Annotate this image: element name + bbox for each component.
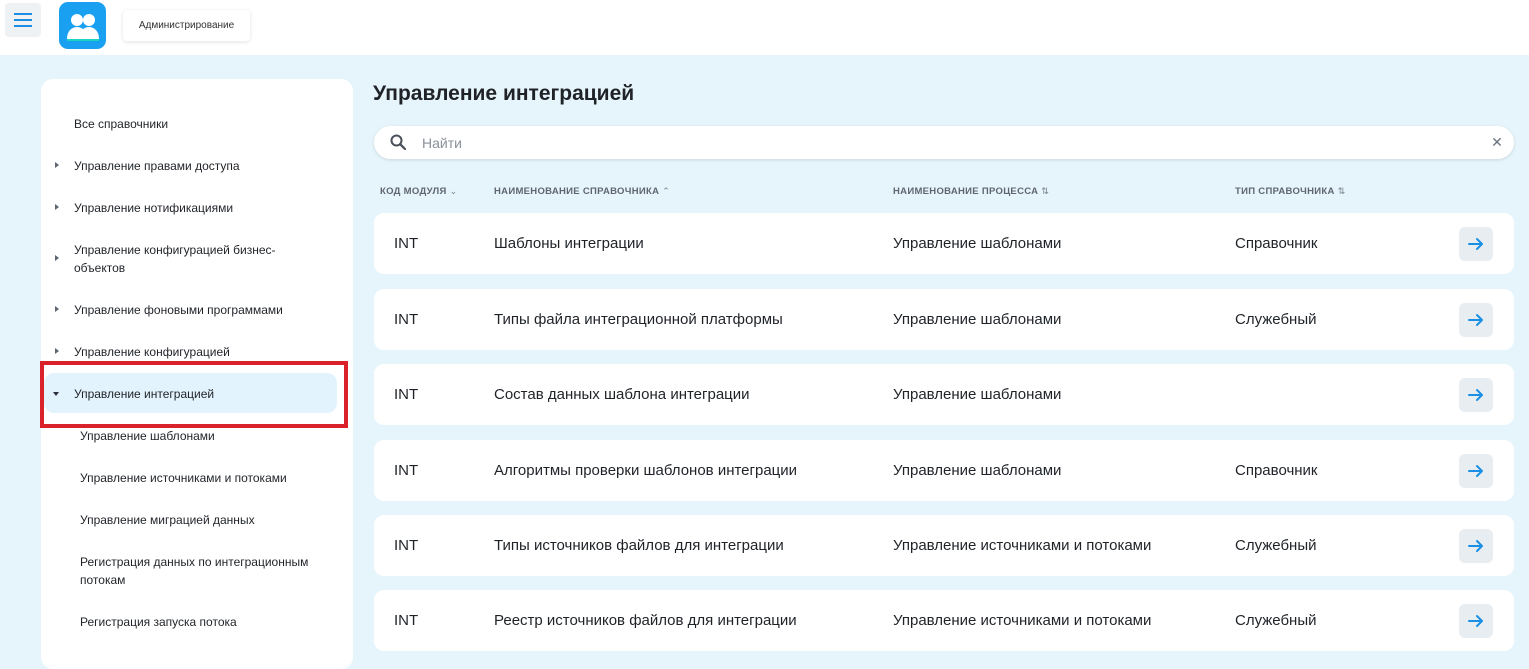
caret-right-icon [55,255,59,261]
sidebar-subitem-flow-run-registration[interactable]: Регистрация запуска потока [80,615,237,629]
page-title: Управление интеграцией [373,82,635,105]
caret-right-icon [55,306,59,312]
column-header-directory-name[interactable]: НАИМЕНОВАНИЕ СПРАВОЧНИКА ⌃ [494,186,671,197]
arrow-right-icon [1468,237,1484,251]
sort-down-icon: ⌄ [449,186,458,196]
cell-process-name: Управление шаблонами [893,386,1062,403]
sidebar-item-label: Управление конфигурацией [74,345,230,359]
table-row[interactable] [374,515,1514,576]
search-bar [374,126,1514,159]
open-row-button[interactable] [1459,529,1493,563]
cell-directory-name: Типы источников файлов для интеграции [494,537,784,554]
table-row[interactable] [374,213,1514,274]
cell-directory-type: Служебный [1235,311,1317,328]
cell-directory-type: Служебный [1235,537,1317,554]
cell-module-code: INT [394,311,419,328]
sidebar-item-label: Управление нотификациями [74,201,234,215]
sidebar-subitem-data-migration[interactable]: Управление миграцией данных [80,513,255,527]
sort-both-icon: ⇅ [1041,186,1050,196]
table-row[interactable] [374,440,1514,501]
arrow-right-icon [1468,539,1484,553]
column-header-directory-type[interactable]: ТИП СПРАВОЧНИКА ⇅ [1235,186,1346,197]
open-row-button[interactable] [1459,227,1493,261]
cell-module-code: INT [394,462,419,479]
sidebar-item-label: Управление конфигурацией бизнес-объектов [74,243,276,275]
arrow-right-icon [1468,464,1484,478]
cell-module-code: INT [394,537,419,554]
sidebar-subitem-flow-data-registration[interactable]: Регистрация данных по интеграционным потокам [80,555,309,587]
arrow-right-icon [1468,388,1484,402]
column-header-process-name[interactable]: НАИМЕНОВАНИЕ ПРОЦЕССА ⇅ [893,186,1050,197]
top-bar [0,0,1529,55]
app-logo[interactable] [59,2,106,49]
close-icon[interactable]: ✕ [1491,134,1503,150]
sort-up-icon: ⌃ [662,186,671,196]
open-row-button[interactable] [1459,303,1493,337]
caret-right-icon [55,348,59,354]
sidebar-item-label: Управление интеграцией [74,387,215,401]
cell-process-name: Управление шаблонами [893,462,1062,479]
cell-directory-name: Алгоритмы проверки шаблонов интеграции [494,462,798,479]
cell-directory-name: Реестр источников файлов для интеграции [494,612,797,629]
arrow-right-icon [1468,313,1484,327]
cell-module-code: INT [394,612,419,629]
cell-directory-name: Состав данных шаблона интеграции [494,386,750,403]
cell-process-name: Управление источниками и потоками [893,612,1152,629]
hamburger-menu-icon [14,13,32,27]
cell-directory-name: Шаблоны интеграции [494,235,644,252]
highlight-annotation [40,361,348,428]
sidebar-item-label: Управление фоновыми программами [74,303,283,317]
arrow-right-icon [1468,614,1484,628]
sidebar-subitem-sources-flows[interactable]: Управление источниками и потоками [80,471,287,485]
sidebar-item-all[interactable]: Все справочники [74,117,169,131]
open-row-button[interactable] [1459,378,1493,412]
open-row-button[interactable] [1459,454,1493,488]
table-row[interactable] [374,590,1514,651]
sidebar-item-label: Управление правами доступа [74,159,240,173]
search-input[interactable] [422,133,1462,153]
cell-module-code: INT [394,386,419,403]
sidebar-subitem-templates[interactable]: Управление шаблонами [80,429,215,443]
caret-right-icon [55,204,59,210]
cell-process-name: Управление шаблонами [893,311,1062,328]
table-row[interactable] [374,364,1514,425]
column-header-module-code[interactable]: КОД МОДУЛЯ ⌄ [380,186,458,197]
cell-directory-type: Справочник [1235,462,1318,479]
cell-directory-type: Служебный [1235,612,1317,629]
cell-module-code: INT [394,235,419,252]
search-icon [390,134,406,150]
table-row[interactable] [374,289,1514,350]
cell-process-name: Управление шаблонами [893,235,1062,252]
app-section-label[interactable]: Администрирование [123,10,250,41]
users-group-icon [65,11,101,41]
cell-directory-type: Справочник [1235,235,1318,252]
cell-process-name: Управление источниками и потоками [893,537,1152,554]
sort-both-icon: ⇅ [1337,186,1346,196]
caret-right-icon [55,162,59,168]
cell-directory-name: Типы файла интеграционной платформы [494,311,783,328]
open-row-button[interactable] [1459,604,1493,638]
menu-button[interactable] [5,3,41,37]
